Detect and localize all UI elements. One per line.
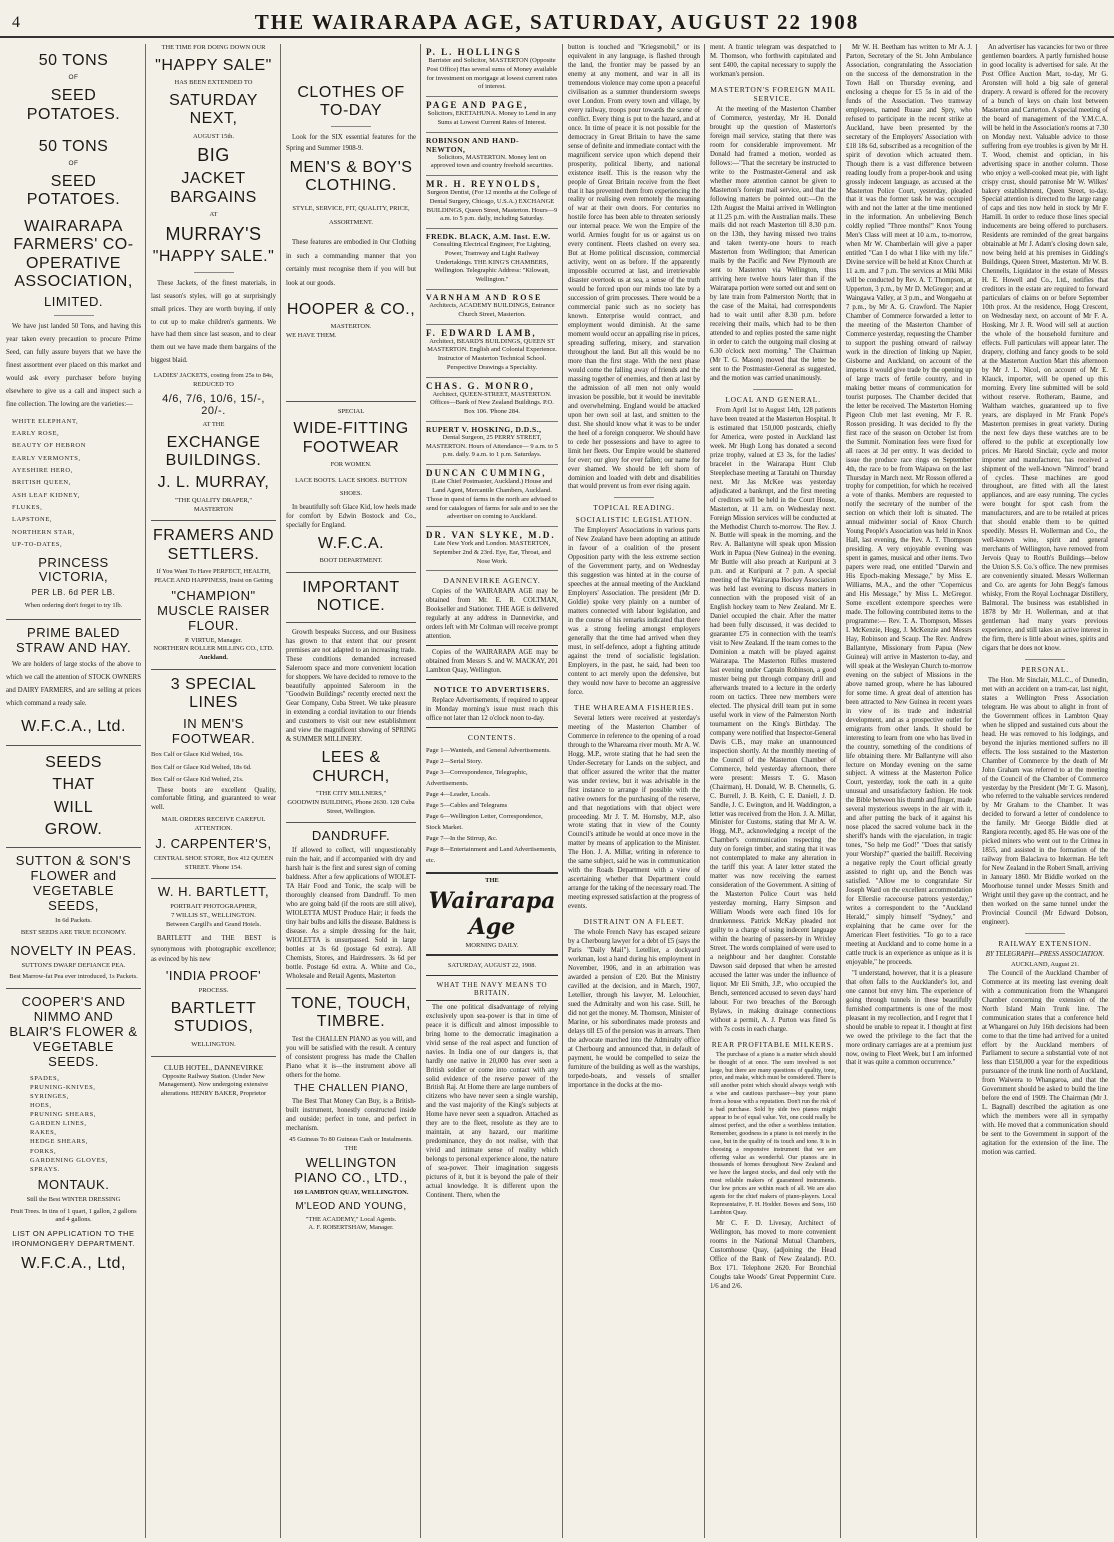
column-divider — [840, 44, 841, 1538]
ad-body: Opposite Railway Station. (Under New Management). Now undergoing extensive alterations. HENRY BAKER, Proprietor — [158, 1072, 269, 1098]
list-item: Page 4—Leader, Locals. — [426, 791, 490, 799]
ad-note: BEST SEEDS ARE TRUE ECONOMY. — [20, 928, 127, 936]
ad-note: Best Marrow-fat Pea ever introduced, 1s Packets. — [9, 973, 138, 981]
divider — [286, 822, 416, 823]
list-item: Page 5—Cables and Telegrams — [426, 802, 508, 810]
ad-note: When ordering don't forget to try 1lb. — [24, 602, 123, 610]
section-heading: CONTENTS. — [467, 732, 517, 742]
list-item: Page 8—Entertainment and Land Advertisements, etc. — [426, 846, 557, 865]
list-item: Page 1—Wanteds, and General Advertisements. — [426, 746, 551, 754]
column-7 — [842, 44, 976, 1538]
column-2 — [147, 44, 280, 1538]
article-heading: MASTERTON'S FOREIGN MAIL SERVICE. — [710, 84, 836, 103]
ad-note: THE — [344, 1144, 358, 1152]
ad-heading: BIG — [197, 145, 230, 166]
ad-note: P. VIRTUE, Manager. — [184, 636, 243, 644]
divider — [151, 1056, 276, 1057]
list-item: SYRINGES, — [30, 1093, 69, 1101]
divider — [331, 126, 371, 127]
ad-signature: J. L. MURRAY, — [157, 474, 270, 492]
list-item: HEDGE SHEARS, — [30, 1138, 88, 1146]
card-title: ROBINSON AND HAND-NEWTON, — [426, 135, 520, 154]
nameplate-the: THE — [485, 877, 499, 885]
divider — [426, 727, 558, 728]
ad-heading: TONE, TOUCH, TIMBRE. — [291, 994, 411, 1031]
issue-date: SATURDAY, AUGUST 22, 1908. — [447, 962, 537, 969]
list-item: AYESHIRE HERO, — [12, 467, 73, 475]
list-item: NORTHERN STAR, — [12, 528, 75, 536]
ad-note: SUTTON'S DWARF DEFIANCE PEA. — [21, 961, 126, 969]
list-item: FLUKES, — [12, 504, 43, 512]
article-body: button is touched and "Kriegsmobil," or its equivalent in any language, is flashed through the land, the frontier may be passed by an enemy at any moment, and war in all its tremendous violence may come upon a peaceful civilisation as a summer thunderstorm sweeps over London. From every town and village, by every railway, troops pour towards the scene of conflict. Every thing is put to the hazard, and at once. In time of peace it is not possible for the democracy in Great Britain to have the same sense of definite and immediate contact with the magnificent service upon which depend their prosperity, political liberty, and national existence itself. This is the reason why the people of Great Britain receive from the fleet that it has prevented them from experiencing the reality or realising even remotely the meaning of war at their own doors. For centuries no hostile force has been able to threaten seriously our internal peace. We won the Empire of the world. Armies fought for us or against us on every continent. Fleets clashed on every sea. But at Home political discussion, commercial activity, went on as before. If the apparently impossible occurred at last, and irretrievable disaster overtook us at sea, a sense of the truth would be forced upon our minds too late by a succession of grim processes. There would be a commercial panic such as no society has known. Enterprise would contract, and employment would diminish. At the same moment would occur an appalling rise in prices, spreading suffering, misery, and starvation throughout the land. But all this would be no more than the first stage. With the next phase would come the falling away of friends and the massing together of enemies, and then at last by the admission of all men not only would invasion be possible, but it would be inevitable and overwhelming. England would be attacked upon her own soil at last, and smitten to the dust. She should know what it was to be under the heel of a foreign conqueror. We should have to cede her possessions and have to agree to limit her fleets. Our Empire would be shattered for ever; our glory for ever fallen; our name for ever shamed. We should be left shorn of dominion and loaded with debt and disabilities that would prevent us from ever rising again. — [568, 44, 700, 491]
card-text: Solicitors, EKETAHUNA. Money to Lend in any Sums at Lowest Current Rates of Interest. — [427, 110, 557, 126]
ad-heading: 50 TONS — [38, 137, 109, 155]
ad-note: AUGUST 15th. — [192, 132, 235, 140]
list-item: GARDENING GLOVES, — [30, 1156, 108, 1164]
ad-note: PORTRAIT PHOTOGRAPHER, — [170, 903, 257, 911]
column-4 — [422, 44, 562, 1538]
list-item: BRITISH QUEEN, — [12, 479, 71, 487]
article-heading: WHAT THE NAVY MEANS TO BRITAIN. — [436, 980, 548, 997]
divider — [286, 572, 416, 573]
professional-card — [426, 378, 558, 422]
divider — [286, 622, 416, 623]
article-subheading: SOCIALISTIC LEGISLATION. — [575, 515, 693, 525]
contents-list — [426, 745, 558, 867]
ad-note: "THE CITY MILLNERS," — [315, 790, 387, 798]
card-title: CHAS. G. MONRO, — [426, 380, 535, 391]
card-text: Barrister and Solicitor, MASTERTON (Opposite Post Office) Has several sums of Money available for investment on mortgage at lowest current rates of interest. — [426, 57, 558, 91]
list-item: SPRAYS. — [30, 1165, 60, 1173]
column-6 — [706, 44, 840, 1538]
ad-note: MASTERTON. — [330, 323, 372, 331]
ad-heading: WAIRARAPA FARMERS' CO-OPERATIVE ASSOCIATION, — [13, 217, 134, 291]
ad-heading: MEN'S & BOY'S CLOTHING. — [289, 158, 413, 195]
newspaper-title: THE WAIRARAPA AGE, SATURDAY, AUGUST 22 1908 — [254, 10, 860, 34]
ad-note: Auckland. — [199, 654, 228, 662]
ad-note: STYLE, SERVICE, FIT, QUALITY, PRICE, ASSORTMENT. — [292, 204, 410, 226]
divider — [286, 401, 416, 402]
list-item: SPADES, — [30, 1074, 60, 1082]
list-item: GARDEN LINES, — [30, 1120, 87, 1128]
ad-heading: BARTLETT STUDIOS, — [170, 999, 257, 1036]
ad-heading: SEEDS THAT WILL GROW. — [44, 753, 103, 838]
ad-signature: W.F.C.A., Ltd. — [21, 718, 126, 736]
ad-note: A. F. ROBERTSHAW, Manager. — [308, 1224, 394, 1232]
card-text: Surgeon Dentist, (For 12 months at the College of Dental Surgery, Chicago, U.S.A.) EXCHANGE BUILDINGS, Queen Street, Masterton. Hours—9 a.m. to 5 p.m. daily, including Saturday. — [426, 189, 558, 223]
article-body: An advertiser has vacancies for two or three gentlemen boarders. A partly furnished house in good locality is advertised for sale. At the Post Office Auction Mart, to-day, Mr G. Aronsten will hold a big sale of general drapery. A reward is offered for the recovery of a bunch of keys on chain lost between Masterton and Carterton. A special meeting of the board of management of the Y.M.C.A. will be held in the Association's rooms at 7.30 on Monday next. Valuable advice to those suffering from eye troubles is given by Mr H. T. Wood, chemist and optician, in his advertising space in another column. Those who enjoy a well-cooked meat pie, with light crispy crust, should patronise Mr W. Wilkes' bakery establishment, Queen Street, to-day. Special attention is directed to the large range of caps and ties now held in stock by Mr F. Hamill. In order to reduce those lines special inducements are being offered to purchasers. Residents are reminded of the great bargains obtainable at Mr J. Adam's closing down sale, now being held at his premises in Gidding's Buildings, Queen Street, Masterton. Mr W. B. Chennells, Liquidator in the estate of Messrs H. E. Howell and Co., Ltd., notifies that creditors in the estate are required to forward particulars of claims on or before September 10th prox. At the residence, Hogg Crescent, on Wednesday next, on account of Mr F. A. Hosking, Mr J. R. Wood will sell at auction the whole of the household furniture and effects. Full particulars will appear later. The drapery, clothing and fancy goods to be sold at the Masterton Auction Mart this afternoon by Mr J. L. Nicol, on account of Mr E. Klauck, importer, will be opened up this morning. Every line submitted will be sold without reserve. Rotheram, Baume, and Waltham watches, guaranteed up to five years, are displayed in Mr Frank Pope's Masterton premises in great variety. During the next few days these watches are to be offered to the public at exceptionally low prices. Mr Harold Sinclair, cycle and motor importer and manufacturer, has received a shipment of the well-known "Nimrod" brand of cycles. These machines are good throughout, are fitted with all the latest appliances, and are easy running. The cycles were bought for spot cash from the manufacturers, and are to be retailed at prices that should enable them to be quitted speedily. Messrs H. Wollerman and Co., the well-known wine, spirit and general merchants of Wellington, have removed from Jervois Quay to Routh's Buildings—below the Union S.S. Co.'s office. The new premises are conveniently situated. Messrs Wollerman and Co. are agents for John Begg's famous whisky, From the Royal Lochnagar Distillery, Balmoral. The business was established in 1878 by Mr H. Wollerman, and at that gentleman had many years previous experience, and still takes an active interest in the firm, there is little about wines, spirits and cigars that he does not know. — [982, 44, 1108, 652]
divider — [6, 745, 141, 746]
ad-note: "THE ACADEMY," Local Agents. — [305, 1215, 397, 1223]
professional-card — [426, 465, 558, 527]
card-text: Architects, ACADEMY BUILDINGS, Entrance Church Street, Masterton. — [429, 302, 555, 318]
ad-note: LIST ON APPLICATION TO THE IRONMONGERY DEPARTMENT. — [11, 1229, 136, 1249]
card-title: DR. VAN SLYKE, M.D. — [426, 530, 556, 541]
notice-body: Copies of the WAIRARAPA AGE may be obtained from Messrs S. and W. MACKAY, 201 Lambton Quay, Wellington. — [426, 649, 558, 675]
ad-note: "THE QUALITY DRAPER," — [174, 496, 253, 504]
ad-heading: EXCHANGE BUILDINGS. — [165, 433, 262, 470]
ad-heading: OF — [68, 74, 79, 82]
list-item: WHITE ELEPHANT, — [12, 417, 79, 425]
list-item: LAPSTONE, — [12, 516, 53, 524]
divider — [614, 497, 654, 498]
list-item: Box Calf or Glace Kid Welted, 18s 6d. — [151, 763, 252, 771]
card-title: VARNHAM AND ROSE — [426, 293, 543, 303]
notice-body: Replace Advertisements, if required to appear in Monday morning's issue must reach this office not later than 12 o'clock noon to-day. — [426, 697, 558, 722]
ad-signature: M'LEOD AND YOUNG, — [295, 1201, 407, 1213]
column-divider — [145, 44, 146, 1538]
ad-note: SPECIAL — [337, 407, 365, 415]
ad-heading: WIDE-FITTING FOOTWEAR — [293, 420, 409, 456]
notice-body: Copies of the WAIRARAPA AGE may be obtained from Mr. E. R. COLTMAN, Bookseller and Stationer. THE AGE is delivered regularly at any address in Dannevirke, and orders left with Mr Coltman will receive prompt attention. — [426, 588, 558, 641]
ad-note: NORTHERN ROLLER MILLING CO., LTD. — [153, 645, 274, 653]
ad-note: LADIES' JACKETS, costing from 25s to 84s, — [153, 372, 274, 380]
professional-card — [426, 97, 558, 133]
card-text: Architect, BEARD'S BUILDINGS, QUEEN ST MASTERTON. English and Colonial Experience. Instructor of Masterton Technical School. Perspective Drawings a Speciality. — [427, 337, 557, 371]
ad-note: 7 WILLIS ST., WELLINGTON. — [171, 912, 256, 920]
ad-note: CENTRAL SHOE STORE, Box 412 QUEEN STREET. 'Phone 154. — [153, 854, 274, 871]
ad-note: FOR WOMEN. — [330, 461, 372, 469]
article-byline: BY TELEGRAPH—PRESS ASSOCIATION. — [985, 951, 1105, 958]
ad-signature: LEES & CHURCH, — [312, 749, 390, 785]
column-5 — [564, 44, 704, 1538]
card-text: Solicitors, MASTERTON. Money lent on approved town and country freehold securities. — [430, 153, 554, 170]
list-item: FORKS, — [30, 1147, 57, 1155]
card-text: Dental Surgeon, 25 PERRY STREET, MASTERTON. Hours of Attendance— 9 a.m. to 5 p.m. daily. 9 a.m. to 1 p.m. Saturdays. — [426, 433, 559, 459]
ad-heading: DANDRUFF. — [311, 828, 391, 844]
ad-heading: PRINCESS VICTORIA, — [38, 554, 109, 585]
divider — [6, 988, 141, 989]
divider — [286, 988, 416, 989]
list-item: RAKES, — [30, 1129, 57, 1137]
list-item: UP-TO-DATES, — [12, 541, 63, 549]
article-dateline: AUCKLAND, August 21. — [1011, 961, 1079, 968]
ad-note: Fruit Trees. In tins of 1 quart, 1 gallon, 2 gallons and 4 gallons. — [10, 1207, 137, 1224]
ad-body: Test the CHALLEN PIANO as you will, and you will be satisfied with the result. A century of consistent progress has made the Challen Piano what it is—the instrument above all others for the home. — [286, 1035, 416, 1079]
list-item: BEAUTY OF HEBRON — [12, 442, 86, 450]
card-title: DUNCAN CUMMING, — [426, 468, 547, 479]
ad-body: We have just landed 50 Tons, and having this year taken every precaution to procure Prime Seed, can fully assure buyers that we have the finest assortment ever placed on this market and would ask every purchaser before buying elsewhere to give us a call and inspect such a fine collection. The lowing are the varieties:— — [6, 323, 141, 408]
card-title: P. L. HOLLINGS — [426, 47, 522, 57]
divider — [426, 645, 558, 646]
page-number: 4 — [12, 14, 20, 31]
ad-note: BOOT DEPARTMENT. — [319, 557, 383, 565]
divider — [194, 272, 234, 273]
article-heading: RAILWAY EXTENSION. — [998, 939, 1092, 948]
ad-heading: MURRAY'S — [165, 223, 262, 244]
price-line: PER LB. 6d PER LB. — [31, 588, 116, 598]
editorial-nameplate — [426, 872, 558, 956]
divider — [151, 878, 276, 879]
ad-heading: FRAMERS AND SETTLERS. — [152, 527, 275, 563]
card-title: PAGE AND PAGE, — [426, 100, 529, 111]
list-item: Box Calf or Glace Kid Welted, 21s. — [151, 776, 244, 784]
ad-heading: "CHAMPION" MUSCLE RAISER FLOUR. — [157, 587, 270, 633]
article-body: At the meeting of the Masterton Chamber of Commerce, yesterday, Mr H. Donald brought up the question of Masterton's foreign mail service, stating that there was room for considerable improvement. Mr Donald had framed a motion, worded as follows:—"That the secretary be instructed to write to the Postmaster-General and ask whether more attention cannot be given to Masterton's foreign mail service, and that the following matters be pointed out:—On the 12th August the Maitai arrived in Wellington at 11.25 p.m. with the Australian mails. These mails did not reach Masterton till 8.30 p.m. on the 13th, they having missed two trains and taken twenty-one hours to reach Masterton from Wellington; that American mails by the Pacific and New Plymouth are sent to Masterton via Wellington, thus arriving here twelve hours later than if the Wairarapa portion were sorted out and sent on by late train from Palmerston North; that in the case of the Maitai, had correspondents had to wait until after 8.30 p.m. before receiving their mails, which had to be then attended to and replies posted the same night in order to catch the outgoing mail closing at 6.30 o'clock next morning." The Chairman (Mr T. G. Mason) moved that the letter be sent to the Postmaster-General as suggested, and the motion was carried unanimously. — [710, 105, 836, 382]
ad-note: WE HAVE THEM. — [286, 331, 337, 339]
article-body: Several letters were received at yesterday's meeting of the Masterton Chamber of Commerce in reference to the opening of a road through to the Whareama river mouth. Mr A. W. Hogg, M.P., wrote stating that he had seen the Under-Secretary for Lands on the subject, and that officer assured the writer that the matter was under review, but it was advisable in the first instance to arrange if possible with the native owners for the purchasing of the reserve, and that negotiations with that object were proceeding. Mr J. T. M. Hornsby, M.P., also wrote stating that in view of the County Council's attitude he would at once move in the matter by means of application to the Minister. The Hon. J. A. Millar, writing in reference to the same subject, said he was in communication with the Roads Department with a view of ascertaining whether that Department could arrange for the taking of the necessary road. The meeting expressed satisfaction at the progress of events. — [568, 714, 700, 911]
card-text: Late New York and London. MASTERTON, September 2nd & 23rd. Eye, Ear, Throat, and Nose Work. — [433, 540, 551, 565]
column-1 — [2, 44, 145, 1538]
list-item: PRUNING SHEARS, — [30, 1111, 97, 1119]
section-heading: NOTICE TO ADVERTISERS. — [433, 685, 551, 695]
article-body: ment. A frantic telegram was despatched to M. Thomson, who forthwith capitulated and sent £400, the capital necessary to supply the workman's pension. — [710, 44, 836, 78]
card-title: FREDK. BLACK, A.M. Inst. E.W. — [426, 232, 551, 242]
card-title: RUPERT V. HOSKING, D.D.S., — [426, 424, 542, 434]
divider — [54, 315, 94, 316]
card-text: (Late Chief Postmaster, Auckland.) House and Land Agent, Mercantile Chambers, Auckland. Those in quest of farms in the north are advised to send for catalogues of farms for sale and to see the advertiser on coming to Auckland. — [426, 478, 558, 521]
ad-heading: OF — [68, 160, 79, 168]
card-title: F. EDWARD LAMB, — [426, 327, 537, 338]
ad-body: The Best That Money Can Buy, is a British-built instrument, honestly constructed inside and outside; perfect in tone, and perfect in mechanism. — [286, 1097, 416, 1132]
divider — [151, 520, 276, 521]
article-body: The purchase of a piano is a matter which should be thought of at once. The sum involved is not large, but there are many questions of quality, tone, price, and make, which must be considered. There is still another point which should always weigh with a wise and cautious purchaser—buy your piano from a house with a reputation. Don't run the risk of a bad purchase. Sold by side two pianos might appear to be of equal value. Yet, one could really be almost perfect, and the other a worthless imitation. Remember, goodness in a piano is not merely in the case, but in the quality of its touch and tone. It is in choosing a responsive instrument that we are offering value as wonderful. Our pianos are in thousands of homes throughout New Zealand and we have the largest stocks, and deal only with the most reliable makers of guaranteed instruments. Our low prices are within reach of all. We are also agents for the chief makers of piano-players. Local Representative, F. H. Hodder. Bowes and Sons, 160 Lambton Quay. — [710, 1051, 837, 1216]
ad-note: AT — [209, 210, 218, 218]
ad-heading: JACKET BARGAINS — [170, 170, 257, 206]
article-body: The Council of the Auckland Chamber of Commerce at its meeting last evening dealt with a communication from the Whangarei Chamber concerning the extension of the North Island Main Trunk line. The communication states that a conference held at Whangarei on July 16th decisions had been come to that the time had arrived for a united effort by the Auckland members of Parliament to secure a substantial vote of not less than £150,000 a year for the expeditious pursuance of the trunk line north of Auckland, from Waiwera to Whangaroa, and that the Government should be asked to build the line before the end of 1909. The Chairman (Mr J. L. Bagnall) described the agitation as one which the members were all in sympathy with. He moved that a communication should be sent to the Government in support of the agitation for the extension of the line. The motion was carried. — [982, 969, 1108, 1157]
list-item: Page 2—Serial Story. — [426, 758, 483, 765]
divider — [753, 389, 793, 390]
article-heading: TOPICAL READING. — [593, 503, 675, 513]
price-line: 4/6, 7/6, 10/6, 15/-, 20/-. — [162, 392, 265, 418]
professional-card — [426, 229, 558, 290]
ad-note: 45 Guineas To 80 Guineas Cash or Instalments. — [289, 1135, 413, 1143]
ad-heading: 'INDIA PROOF' — [165, 968, 262, 984]
ad-body: These boots are excellent Quality, comfortable fitting, and guaranteed to wear well. — [151, 786, 276, 812]
ad-note: MASTERTON — [193, 505, 234, 513]
list-item: Box Calf or Glace Kid Welted, 16s. — [151, 751, 244, 759]
ad-signature: W.F.C.A., Ltd, — [21, 1255, 126, 1273]
ad-heading: MONTAUK. — [37, 1176, 110, 1192]
ad-note: HAS BEEN EXTENDED TO — [174, 79, 253, 87]
ad-note: AT THE — [202, 420, 225, 428]
professional-card — [426, 527, 558, 571]
article-body: The Employers' Associations in various parts of New Zealand have been adopting an attitude in favour of a coalition of the present Opposition party with the less extreme section of the Government party, and on Wednesday this suggestion was hinted at in the course of speeches at the annual meeting of the Auckland Employers' Association. The president (Mr D. Goldie) spoke very plainly on a number of matters connected with labour legislation, and in the course of his remarks indicated that there was a strong feeling amongst employers generally that the time had arrived when they must, in self-defence, adopt a fighting attitude against the trend of socialistic legislation. Employers, in the past, he said, had been too content to act merely upon the defensive, but they would now have to become an aggressive force. — [568, 527, 700, 696]
ad-note: 169 LAMBTON QUAY, WELLINGTON. — [293, 1189, 409, 1197]
divider — [1025, 659, 1065, 660]
professional-card — [426, 422, 558, 465]
ad-heading: W. H. BARTLETT, — [157, 884, 270, 900]
ad-heading: SATURDAY NEXT, — [169, 91, 258, 128]
ad-note: LACE BOOTS. LACE SHOES. BUTTON SHOES. — [295, 476, 407, 497]
ad-heading: PRIME BALED STRAW AND HAY. — [15, 624, 132, 655]
article-heading: REAR PROFITABLE MILKERS. — [711, 1039, 835, 1049]
ad-heading: SEED POTATOES. — [26, 173, 121, 209]
ad-note: PROCESS. — [198, 987, 229, 995]
ad-heading: IN MEN'S FOOTWEAR. — [171, 715, 256, 746]
ad-note: Still the Best WINTER DRESSING — [26, 1195, 121, 1203]
ad-note: Between Cargill's and Grand Hotels. — [165, 920, 262, 928]
list-item: HOES, — [30, 1102, 52, 1110]
article-heading: PERSONAL. — [1021, 664, 1069, 674]
column-8 — [978, 44, 1112, 1538]
card-text: Architect, QUEEN-STREET, MASTERTON. Offices—Bank of New Zealand Buildings. P.O. Box 106. 'Phone 284. — [430, 390, 554, 416]
divider — [426, 975, 558, 976]
ad-note: REDUCED TO — [193, 380, 234, 388]
list-item: EARLY ROSE, — [12, 430, 60, 438]
ad-heading: NOVELTY IN PEAS. — [10, 942, 137, 958]
ad-heading: IMPORTANT NOTICE. — [302, 578, 400, 615]
nameplate-title: Wairarapa Age — [428, 888, 556, 941]
divider — [151, 669, 276, 670]
ad-note: In 6d Packets. — [55, 917, 92, 925]
ad-note: WELLINGTON. — [191, 1040, 236, 1048]
card-title: MR. H. REYNOLDS, — [426, 179, 542, 190]
list-item: PRUNING-KNIVES, — [30, 1083, 96, 1091]
column-divider — [280, 44, 281, 1538]
ad-body: We are holders of large stocks of the above to which we call the attention of STOCK OWNERS and DAIRY FARMERS, and are selling at prices which command a ready sale. — [6, 660, 141, 707]
card-text: Consulting Electrical Engineer, For Lighting, Power, Tramway and Light Railway Undertakings. THE KING'S CHAMBERS, Wellington. Telegraphic Address: "Kilowatt, Wellington." — [433, 241, 551, 284]
ad-body: Look for the SIX essential features for the Spring and Summer 1908-9. — [286, 133, 416, 153]
article-heading: LOCAL AND GENERAL. — [725, 394, 821, 404]
ad-subheading: LIMITED. — [44, 294, 103, 310]
divider — [6, 619, 141, 620]
article-body: Mr C. F. D. Livesay, Architect of Wellington, has moved to more convenient rooms in the National Mutual Chambers, Customhouse Quay, (adjoining the Head Office of the Bank of New Zealand). P.O. Box 171. Telephone 2620. For Bronchial Coughs take Woods' Great Peppermint Cure. 1/6 and 2/6. — [710, 1219, 836, 1290]
ad-body: These features are embodied in Our Clothing in such a commanding manner that you certainly must recognise them if you will but look at our goods. — [286, 239, 416, 288]
ad-signature: W.F.C.A. — [317, 534, 385, 552]
professional-card — [426, 325, 558, 378]
list-item: Page 6—Wellington Letter, Correspondence, Stock Market. — [426, 813, 543, 832]
ad-heading: CLOTHES OF TO-DAY — [297, 84, 405, 120]
ad-heading: 3 SPECIAL LINES — [170, 675, 257, 712]
ad-list — [151, 749, 276, 786]
section-heading: DANNEVIRKE AGENCY. — [443, 576, 541, 586]
ad-body: These Jackets, of the finest materials, in last season's styles, will go at surprisingly small prices. They are worth buying, if only to cut up to make children's garments. We have had them since last season, and to clear them out we have made them bargains of the biggest blaid. — [151, 279, 276, 365]
ad-heading: "HAPPY SALE" — [155, 56, 272, 74]
list-item: EARLY VERMONTS, — [12, 454, 81, 462]
ad-body: BARTLETT and THE BEST is synonymous with photographic excellence; as evinced by his new — [151, 934, 276, 964]
ad-note: THE TIME FOR DOING DOWN OUR — [161, 44, 266, 51]
article-body: The whole French Navy has escaped seizure by a Cherbourg lawyer for a debt of £5 (says the Paris "Daily Mail"). Letellier, a dockyard workman, lost a hand during his employment in November, 1906, and in an arbitration was awarded a pension of £20. But the Ministry cavilled at the decision, and in March, 1907, Letellier, through his lawyer, M. Lelouchier, sued the Admiralty and won his case. Still, he did not get the money. M. Thomson, Minister of Marine, or his subordinates made protests and delays till £5 of the pension was in arrears. Then the advocate marched into the Admiralty office at Cherbourg and announced that, in default of payment, he would be compelled to seize the furniture of the building as well as the warships, torpedo-boats, and vessels of smaller importance in the docks at the mo- — [568, 929, 701, 1089]
nameplate-sub: MORNING DAILY. — [465, 942, 519, 950]
column-3 — [282, 44, 420, 1538]
ad-heading: SUTTON & SON'S FLOWER and VEGETABLE SEEDS, — [15, 853, 132, 914]
article-body: The one political disadvantage of relying exclusively upon sea-power is that in time of peace it is difficult and almost impossible to bring home to the democratic imagination a vivid sense of the real aspect and function of navies. In India one of our dangers is, that hardly one native in 20,000 has ever seen a British soldier or come into contact with any solid evidence of the reserve power of the British Raj. At Home there are large numbers of citizens who have never seen a single warship, and the vast majority of the King's subjects at Home have never seen a squadron. Attached as they are to the fleet, resolute as they are to maintain, at any hazard, our maritime predominance, they do not realise, with that vivid and intimate sense of reality which belongs to personal experience alone, the nature of sea-power. Their imagination suggests pictures of it, but it is beyond the pale of their actual knowledge. It is different upon the Continent. There, when the — [426, 1003, 558, 1200]
divider — [6, 847, 141, 848]
ad-heading: THE CHALLEN PIANO, — [293, 1083, 409, 1095]
list-item: Page 7—In the Stirrup, &c. — [426, 835, 498, 843]
article-heading: DISTRAINT ON A FLEET. — [583, 917, 685, 927]
column-divider — [976, 44, 977, 1538]
professional-card — [426, 133, 558, 177]
professional-card — [426, 176, 558, 229]
divider — [426, 679, 558, 680]
ad-heading: COOPER'S AND NIMMO AND BLAIR'S FLOWER & VEGETABLE SEEDS. — [9, 994, 138, 1069]
article-body: The Hon. Mr Sinclair, M.L.C., of Dunedin, met with an accident on a tram-car, last night, states a Wellington Press Association telegram. He was about to alight in front of the Government offices in Lambton Quay when he slipped and sustained cuts about the head. He was removed to his lodgings, and beyond the injuries mentioned suffers no ill effects. The loss sustained to the Masterton Chamber of Commerce by the death of Mr John Graham was referred to at the meeting of the Council of the Chamber of Commerce yesterday by the President (Mr T. G. Mason), who referred to the valuable services rendered by Mr Graham to the Chamber. It was decided to forward a letter of condolence to the family. Mr George Biddle died at Rangiora recently, aged 85. He was one of the picked miners who went out to the Crimea in 1855, and assisted in the formation of the railway from Balaclava to Inkerman. He left for New Zealand in the Robert Small, arriving in January 1860. Mr Biddle worked on the Moorhouse tunnel under Messrs Smith and Wright until they gave up the contract, and he then worked on the same tunnel under the Provincial Council (Mr Edward Dobson, engineer). — [982, 676, 1108, 927]
ad-signature: J. CARPENTER'S, — [155, 835, 272, 851]
list-item: ASH LEAF KIDNEY, — [12, 491, 80, 499]
professional-card — [426, 290, 558, 325]
ad-note: MAIL ORDERS RECEIVE CAREFUL ATTENTION. — [161, 816, 266, 833]
ad-body: In beautifully soft Glace Kid, low heels made for comfort by Edwin Bostock and Co., specially for England. — [286, 503, 416, 529]
divider — [426, 1000, 558, 1001]
column-divider — [704, 44, 705, 1538]
ad-heading: SEED POTATOES. — [26, 87, 121, 123]
divider — [1025, 933, 1065, 934]
ad-heading: "HAPPY SALE." — [152, 248, 275, 266]
column-divider — [420, 44, 421, 1538]
ad-body: If allowed to collect, will unquestionably ruin the hair, and if accompanied with dry and harsh hair is the first and surest sign of coming baldness. After a few applications of WIOLET-TA Hair Food and Tonic, the scalp will be thoroughly cleansed from Dandruff. To men who are going bald (if the roots are still alive), WIOLETTA MUST Produce Hair; it feeds the tiny hair bulbs and kills the disease. Baldness is disease. As a simple dressing for the hair, WIOLETTA is unsurpassed. Sold in large bottles at 3s 6d (postage 6d extra). All Chemists, Stores, and Hairdressers. 3s 6d per bottle. Postage 6d extra. A. White and Co., Wholesale and Retail Agents, Masterton — [286, 847, 416, 980]
ad-heading: CLUB HOTEL, DANNEVIRKE — [163, 1062, 264, 1072]
ad-signature: WELLINGTON PIANO CO., LTD., — [294, 1155, 408, 1186]
article-heading: THE WHAREAMA FISHERIES. — [573, 702, 695, 712]
ad-body: Growth bespeaks Success, and our Business has grown to that extent that our present premises are not adapted to an increasing trade. These conditions demanded increased Saleroom space and more convenient location for shoppers. We have decided to remove to the beautifully appointed Saleroom in the "Goodwin Buildings" recently erected next the Gear Company, Cuba Street. We take pleasure in extending a cordial invitation to our friends and customers to visit our new establishment and view the magnificent showing of SPRING & SUMMER MILLINERY. — [286, 628, 416, 744]
column-divider — [562, 44, 563, 1538]
masthead — [0, 0, 1114, 38]
ad-signature: HOOPER & CO., — [286, 300, 416, 318]
article-body: Mr W. H. Beetham has written to Mr A. J. Parton, Secretary of the St. John Ambulance Association, congratulating the Association on the success of the demonstration in the Town Hall on Thursday evening, and enclosing a cheque for £5 5s in aid of the funds of the Association. Two tramway employees, named Ruaue and Spry, who refused to participate in the recent strike at Auckland, have been presented by the secretary of the Employers' Association with £18 18s 6d, subscribed as a recognition of the spirit of devotion which actuated them. Though there is a vast difference between reading loudly from a proper-book and using grossly indecent language, as accused at the Masterton Police Court, yesterday, pleaded that it was the former task he was occupied with and not the latter at the time mentioned in the information. An unbelieving Bench coldly replied "Three months!" Knox Young Men's Class will meet at 10 a.m., to-morrow, when Mr W. Chamberlain will give a paper entitled "Can I do what I like with my life." Divine service will be held at Knox Church at 11 a.m. and 7 p.m. The services at Miki Miki will be conducted by Rev. A. T. Thompson, at Upperton, 3 p.m., by Mr D. McGregor; and at Waingawa Valley, at 3 p.m., and Wongaehu at 7 p.m., by Mr A. G. Crawford. The Napier Chamber of Commerce forwarded a letter to the meeting of the Masterton Chamber of Commerce yesterday, requesting the Chamber to support the pushing onward of railway work in the direction of linking up Napier, Gisborne and Auckland, on account of the impetus it would give trade by the opening up of large tracts of fertile country, and in making better means of communication for tourist purposes. The Chamber decided that the letter be received. The Masterton Homing Pigeon Club met last evening, Mr F. R. Rosson presiding. It was decided to fly the first race of the season on October 1st from the Summit. Nomination fees were fixed for all races at 3d per entry. It was decided to issue the produce race rings on September 4th, the race to be from Waipawa on the last Thursday in March next. Mr Rosson offered a trophy for competition, for which he received a vote of thanks. Members are requested to notify the secretary of the number of the section on which their loft is situated. The annual midwinter social of Knox Church Young People's Association was held in Knox Hall, last evening, the Rev. A. T. Thompson presiding. A very enjoyable evening was spent in games, musical and other items. Two papers were read, one entitled "Darwin and His Epoch-making Message," by Miss E. Williams, M.A., and the other "Copernicus and His Message," by Miss L. McGregor. Some excellent extempore speeches were made. The following contributed items to the programme:— Rev. T. A. Thompson, Misses I. McKenzie, Hogg, J. McKenzie and Messrs Hay, Robinson and Scaup. The Rev. Andrew Ballantyne, Missionary from Papua (New Guinea) will arrive in Masterton to-day, and will speak at the Wesleyan Church to-morrow evening on the subject of Missions in the above named group, where he has laboured for some time. A great deal of attention has been attracted to New Guinea in recent years in view of its trade and industrial development, and as a prospective outlet for emigrants from other lands. It should be interesting to learn from one who has lived in the country, something of the conditions of life obtaining there. Mr Ballantyne will also lecture on Monday evening on the same subject. A witness at the Masterton Police Court, yesterday, took the oath in a quite unusual and unsatisfactory fashion. He took the Bible between his thumb and finger, made several mysterious sweeps in the air with it, and after putting the back of it against his nose placed the sacred volume back in the sheriff's hands with the ejaculation, in tragic tones, "So help me God!" "Does that satisfy your Worship?" queried the bailiff. Receiving a negative reply the Court official greatly assisted to right up, and the Bench was satisfied. "Allow me to congratulate Sir Joseph Ward on the excellent accommodation for Ellerslie racecourse patrons yesterday," writes a correspondent to the "Auckland Herald," simply himself "Sydney," and explaining that he came over for the American Fleet festivities. "To go to a race meeting at Auckland and to come home in a cattle truck is an experience as unique as it is enjoyable," he proceeds. — [846, 44, 972, 966]
ad-note: GOODWIN BUILDING, Phone 2630. 128 Cuba Street, Wellington. — [287, 798, 415, 815]
tool-list — [30, 1074, 141, 1174]
article-body: From April 1st to August 14th, 128 patients have been treated at the Masterton Hospital. It is estimated that 150,000 postcards, chiefly for America, were posted in Auckland last week. Mr Hugh Long has donated a second prize trophy, valued at £3 3s, for the ladies' bracelet in the Wairarapa Hunt Club Steeplechase meeting at Taratahi on Thursday next. Mr Jas McKee was yesterday adjudicated a bankrupt, and the first meeting of creditors will be held in the Court House, Masterton, at 11 a.m. on Wednesday next. Foreign Mission services will be conducted at the Methodist Church to-morrow. The Rev. J. N. Buttle will speak in the morning, and the Rev. A. Ballantyne will speak upon Mission Work in Papua (New Guinea) in the evening. Mr Buttle will also preach at Kuripuni at 3 p.m. and at Kuripuni at 7 p.m. A special meeting of the Wairarapa Hockey Association was held last evening to discuss matters in connection with the proposed visit of an English hockey team to New Zealand. Mr E. Daniel occupied the chair. After the matter had been fully discussed, it was decided to guarantee £75 in connection with the team's visit to New Zealand. If the team comes to the Dominion a match will be played against Wairarapa. The Masterton Rifles mustered last evening under Captain Robinson, a good muster being put through company drill and afterwards treated to a lecture in the orderly room on tactics. Three new members were elected. The physical drill team put in some useful work in view of the Palmerston North tournament on the King's Birthday. The company were notified that Inspector-General Davis C.B., may make an unannounced inspection shortly. At the monthly meeting of the Council of the Masterton Chamber of Commerce, held yesterday afternoon, there were present: Messrs T. G. Mason (Chairman), H. Donald, W. B. Chennells, G. C. Burrell, J. B. Keith, C. E. Daniell, J. D. Sandle, J. C. Ewington, and H. Waddington, a letter was received from the Hon. J. A. Millar, Minister for Customs, stating that Mr A. W. Hogg, M.P., acknowledging a receipt of the Chamber's communication respecting the duty on foreign timber, and stating that it was not contemplated to make any alteration in the tariff this year. A later letter stated the matter was now receiving the earnest consideration of the Government. A sitting of the Masterton Police Court was held yesterday morning, Harry Simpson and William Woods were each fined 10s for drunkenness. Patrick McKay pleaded not guilty to a charge of using indecent language within the hearing of passers-by in Wrixley Street. The words complained of were used to a neighbour and her daughter. Constable Dawson said deposed that when he arrested accused the latter was under the influence of liquor. Mr Eli Smith, J.P., who occupied the Bench, sentenced accused to seven days' hard labour. For two breaches of the Borough Bylaws, in making drainage connections without a permit, A. J. Purton was fined 5s with 7s costs in each charge. — [710, 406, 836, 1033]
ad-heading: 50 TONS — [38, 52, 109, 69]
ad-body: If You Want To Have PERFECT, HEALTH, PEACE AND HAPPINESS, Insist on Getting — [154, 568, 273, 584]
professional-card — [426, 44, 558, 97]
article-body: "I understand, however, that it is a pleasure that often falls to the Aucklander's lot, and one cannot but envy him. The experience of going through tunnels in these beautifully furnished compartments is one of the most pleasant in my recollection, and I regret that I should be unable to repeat it. I thought at first we owed the privilege to the fact that the more ordinary carriages are at a premium just now, owing to Fleet Week, but I am informed that it was quite a common occurrence." — [846, 969, 972, 1067]
variety-list — [12, 416, 141, 552]
list-item: Page 3—Correspondence, Telegraphic, Advertisements. — [426, 769, 528, 788]
